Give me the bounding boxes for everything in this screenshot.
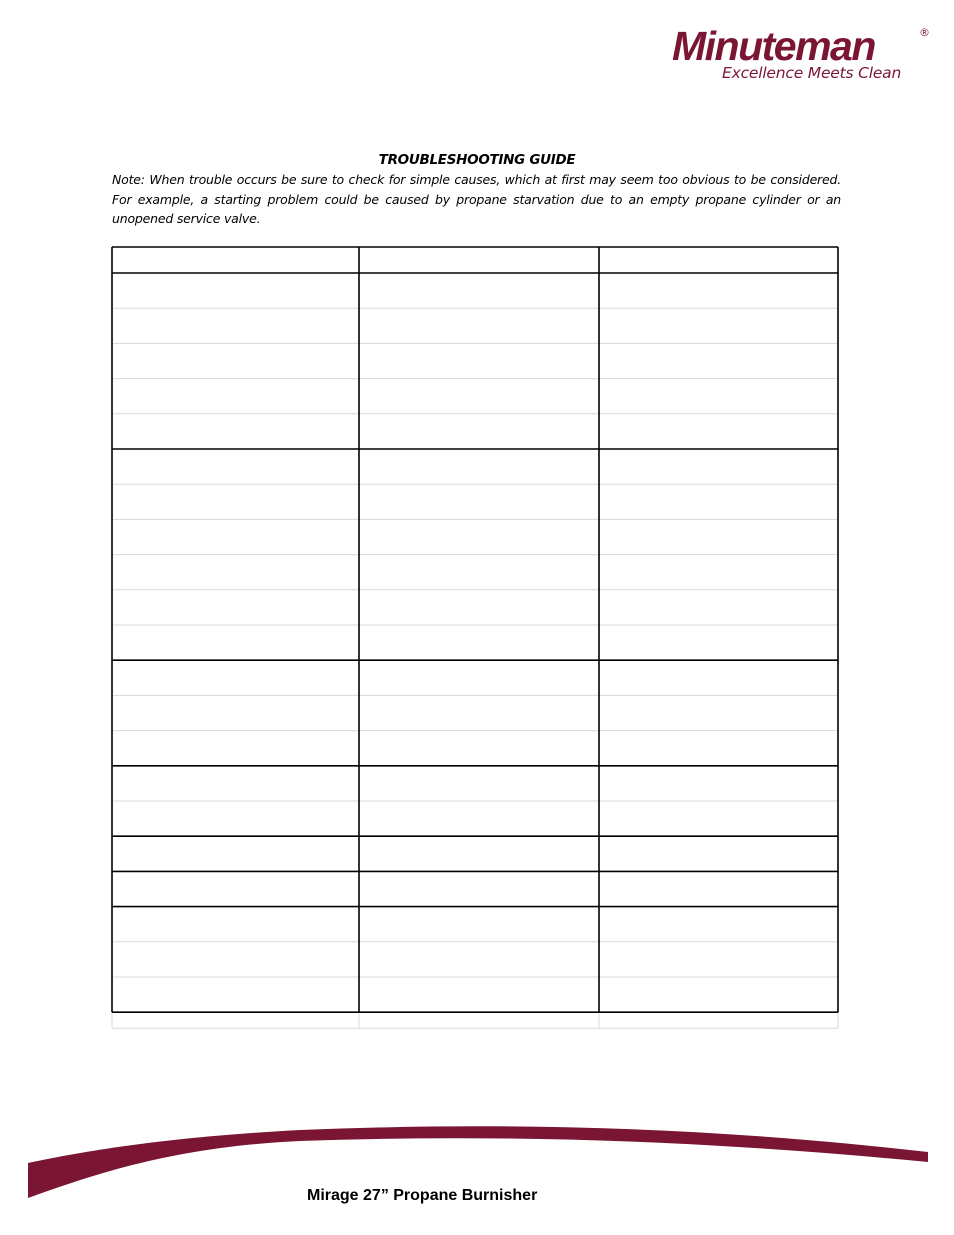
minuteman-logo [672, 23, 934, 84]
logo-brand: Minuteman [672, 23, 875, 69]
registered-mark: ® [919, 26, 930, 39]
guide-note: Note: When trouble occurs be sure to check for simple causes, which at first may seem too obvious to be considered. For example, a starting problem could be caused by propane starvation due to an empty propane cylinder or an unopened service valve. [112, 172, 841, 227]
logo-tagline: Excellence Meets Clean [722, 64, 902, 82]
footer-title: Mirage 27” Propane Burnisher [307, 1187, 538, 1204]
guide-title: TROUBLESHOOTING GUIDE [378, 152, 576, 168]
